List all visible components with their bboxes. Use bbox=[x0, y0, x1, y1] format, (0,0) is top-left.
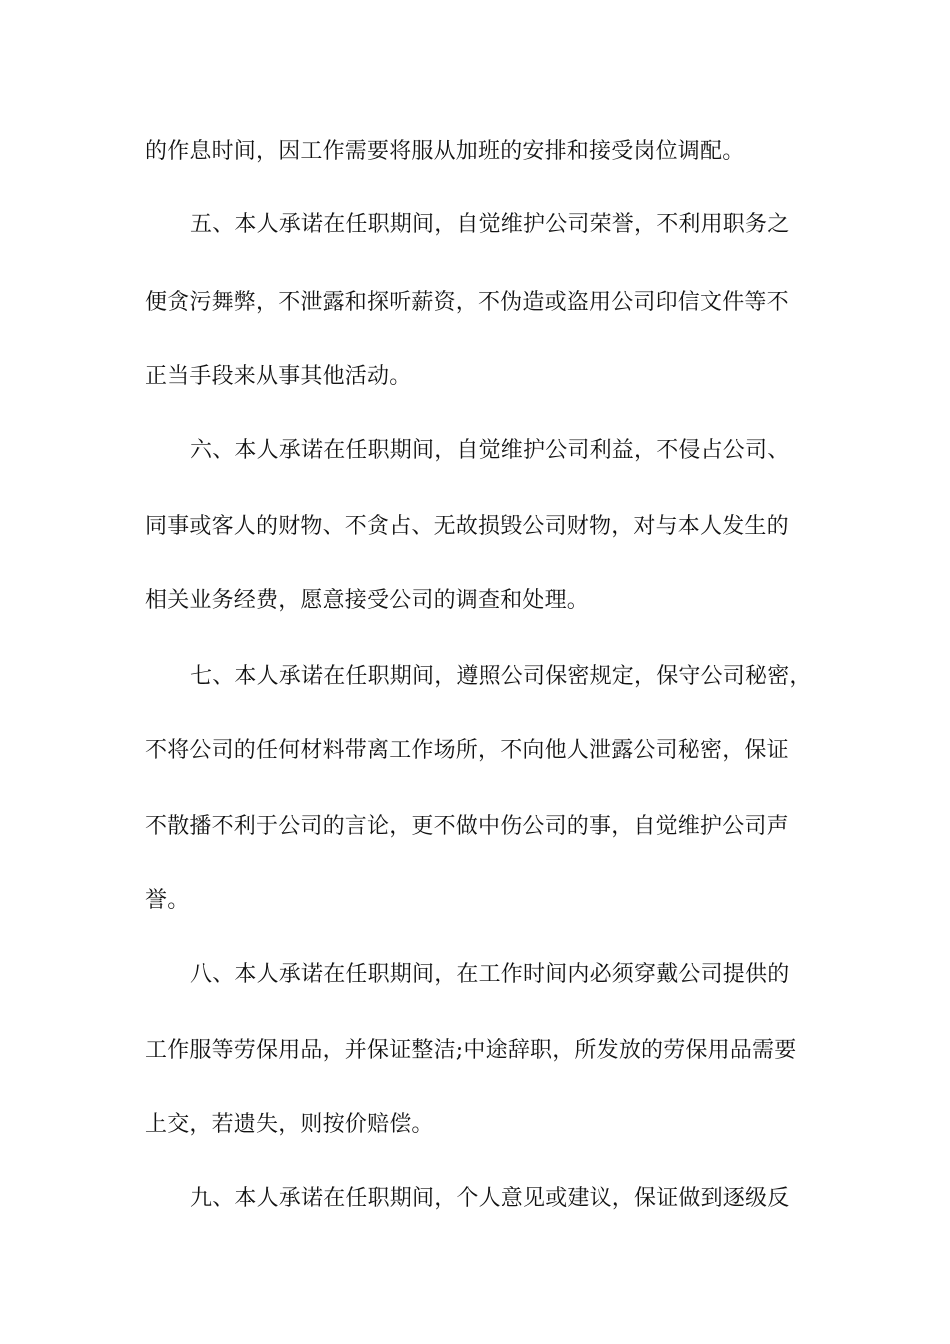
text-line: 相关业务经费，愿意接受公司的调查和处理。 bbox=[145, 588, 590, 613]
text-line: 的作息时间，因工作需要将服从加班的安排和接受岗位调配。 bbox=[145, 139, 745, 164]
text-line: 正当手段来从事其他活动。 bbox=[145, 364, 412, 389]
paragraph-8-line-1: 八、本人承诺在任职期间，在工作时间内必须穿戴公司提供的 bbox=[190, 962, 790, 987]
text-line: 上交，若遗失，则按价赔偿。 bbox=[145, 1112, 434, 1137]
text-line: 誉。 bbox=[145, 888, 190, 913]
text-line: 便贪污舞弊，不泄露和探听薪资，不伪造或盗用公司印信文件等不 bbox=[145, 290, 789, 315]
paragraph-5-line-1: 五、本人承诺在任职期间，自觉维护公司荣誉，不利用职务之 bbox=[190, 212, 790, 237]
text-line: 工作服等劳保用品，并保证整洁;中途辞职，所发放的劳保用品需要 bbox=[145, 1038, 797, 1063]
text-line: 同事或客人的财物、不贪占、无故损毁公司财物，对与本人发生的 bbox=[145, 514, 789, 539]
paragraph-7-line-1: 七、本人承诺在任职期间，遵照公司保密规定，保守公司秘密， bbox=[190, 664, 812, 689]
paragraph-9-line-1: 九、本人承诺在任职期间，个人意见或建议，保证做到逐级反 bbox=[190, 1186, 790, 1211]
text-line: 不将公司的任何材料带离工作场所，不向他人泄露公司秘密，保证 bbox=[145, 738, 789, 763]
paragraph-6-line-1: 六、本人承诺在任职期间，自觉维护公司利益，不侵占公司、 bbox=[190, 438, 790, 463]
text-line: 不散播不利于公司的言论，更不做中伤公司的事，自觉维护公司声 bbox=[145, 814, 789, 839]
